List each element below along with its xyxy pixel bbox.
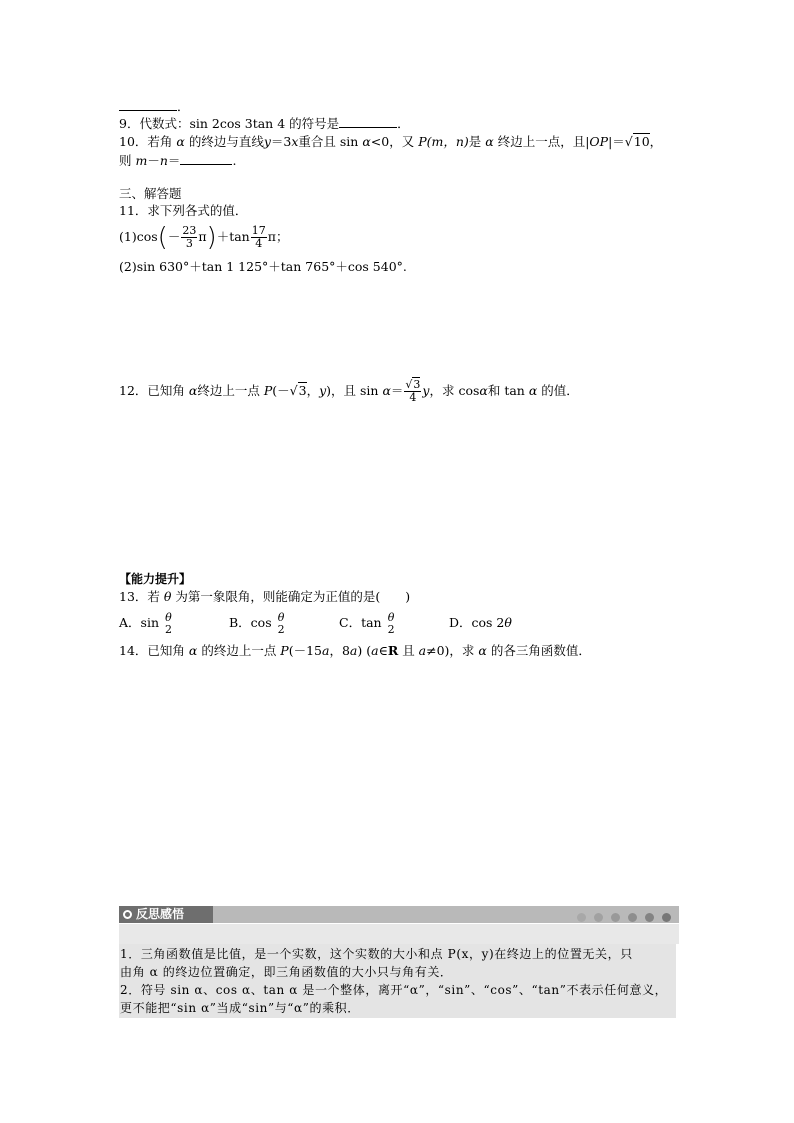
reflection-line: 1．三角函数值是比值，是一个实数，这个实数的大小和点 P(x，y)在终边上的位置无关，只 <box>120 947 633 961</box>
decorative-dots <box>569 910 671 925</box>
dot-icon <box>662 913 671 922</box>
reflection-header-bar <box>119 906 679 923</box>
reflection-tab: 反思感悟 <box>119 906 213 923</box>
dot-icon <box>645 913 654 922</box>
question-11-part2: (2)sin 630°＋tan 1 125°＋tan 765°＋cos 540°. <box>119 259 407 274</box>
question-14: 14．已知角 α 的终边上一点 P(－15a，8a) (a∈R 且 a≠0)，求 α 的各三角函数值． <box>119 643 591 658</box>
option-b[interactable]: B．cos θ 2 <box>229 610 285 636</box>
reflection-line: 由角 α 的终边位置确定，即三角函数值的大小只与角有关． <box>120 965 453 979</box>
option-a[interactable]: A．sin θ 2 <box>119 610 172 636</box>
circle-icon <box>123 910 132 919</box>
reflection-line: 2．符号 sin α、cos α、tan α 是一个整体，离开“α”，“sin”、“cos”、“tan”不表示任何意义， <box>120 983 668 997</box>
question-13-options <box>119 606 512 640</box>
carry-over-blank: ． <box>119 99 190 115</box>
question-11-part1: (1)cos(－ $\frac{23}{3}$ π)＋tan $\frac{17}{4}$ π； <box>119 222 289 253</box>
answer-blank[interactable] <box>339 116 397 128</box>
question-10-line2: 则 m－n＝ . <box>119 153 237 168</box>
dot-icon <box>594 913 603 922</box>
reflection-line: 更不能把“sin α”当成“sin”与“α”的乘积． <box>120 1001 360 1015</box>
question-12: 12．已知角 α终边上一点 P(－√3，y)，且 sin α＝ $\frac{√3}{4}$ y，求 cosα和 tan α 的值． <box>119 378 579 404</box>
answer-blank[interactable] <box>180 153 232 165</box>
option-c[interactable]: C．tan θ 2 <box>339 610 395 636</box>
ability-heading: 【能力提升】 <box>119 572 192 586</box>
section-heading: 三、解答题 <box>119 186 182 201</box>
question-13: 13．若 θ 为第一象限角，则能确定为正值的是( ) <box>119 589 411 604</box>
option-d[interactable]: D．cos 2θ <box>449 615 512 630</box>
dot-icon <box>577 913 586 922</box>
reflection-body <box>119 944 676 1018</box>
question-9: 9．代数式：sin 2cos 3tan 4 的符号是 ． <box>119 116 410 131</box>
question-10: 10．若角 α 的终边与直线y＝3x重合且 sin α<0，又 P(m，n)是 α 终边上一点，且|OP|＝√10， <box>119 134 663 149</box>
reflection-spacer <box>119 924 679 944</box>
question-11: 11．求下列各式的值． <box>119 203 248 218</box>
dot-icon <box>611 913 620 922</box>
dot-icon <box>628 913 637 922</box>
